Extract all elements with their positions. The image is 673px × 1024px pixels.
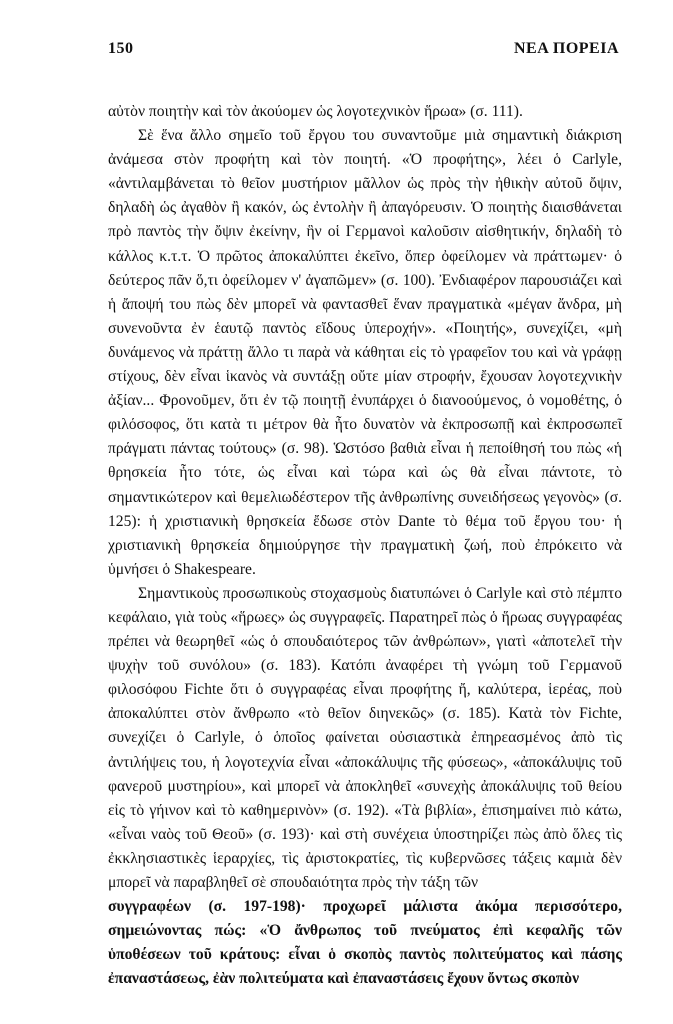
body-text (108, 100, 622, 991)
paragraph-2: Σὲ ἕνα ἄλλο σημεῖο τοῦ ἔργου του συναντοῦμε μιὰ σημαντικὴ διάκριση ἀνάμεσα στὸν προφήτη καὶ τὸν ποιητή. «Ὁ προφήτης», λέει ὁ Carlyle, «ἀντιλαμβάνεται τὸ θεῖον μυστήριον μᾶλλον ὡς πρὸς τὴν ἠθικὴν αὐτοῦ ὄψιν, δηλαδὴ ὡς ἀγαθὸν ἢ κακόν, ὡς ἐντολὴν ἢ ἀπαγόρευσιν. Ὁ ποιητὴς διαισθάνεται πρὸ παντὸς τὴν ὄψιν ἐκείνην, ἣν οἱ Γερμανοὶ καλοῦσιν αἰσθητικήν, δηλαδὴ τὸ κάλλος κ.τ.τ. Ὁ πρῶτος ἀποκαλύπτει ἐκεῖνο, ὅπερ ὀφείλομεν νὰ πράττωμεν· ὁ δεύτερος πᾶν ὅ,τι ὀφείλομεν ν' ἀγαπῶμεν» (σ. 100). Ἐνδιαφέρον παρουσιάζει καὶ ἡ ἄποψή του πὼς δὲν μπορεῖ νὰ φαντασθεῖ ἕναν πραγματικὰ «μέγαν ἄνδρα, μὴ συνενοῦντα ἐν ἑαυτῷ παντὸς εἴδους ὑπεροχήν». «Ποιητής», συνεχίζει, «μὴ δυνάμενος νὰ πράττῃ ἄλλο τι παρὰ νὰ κάθηται εἰς τὸ γραφεῖον του καὶ νὰ γράφῃ στίχους, δὲν εἶναι ἱκανὸς νὰ συντάξῃ οὔτε μίαν στροφήν, ἔχουσαν λογοτεχνικὴν ἀξίαν... Φρονοῦμεν, ὅτι ἐν τῷ ποιητῇ ἐνυπάρχει ὁ διανοούμενος, ὁ νομοθέτης, ὁ φιλόσοφος, ὅτι κατὰ τι μέτρον θὰ ἦτο δυνατὸν νὰ ἐκπροσωπῇ καὶ ἐκπροσωπεῖ πράγματι πάντας τούτους» (σ. 98). Ὡστόσο βαθιὰ εἶναι ἡ πεποίθησή του πὼς «ἡ θρησκεία ἦτο τότε, ὡς εἶναι καὶ τώρα καὶ ὡς θὰ εἶναι πάντοτε, τὸ σημαντικώτερον καὶ θεμελιωδέστερον τῆς ἀνθρωπίνης συνειδήσεως γεγονὸς» (σ. 125): ἡ χριστιανικὴ θρησκεία ἔδωσε στὸν Dante τὸ θέμα τοῦ ἔργου του· ἡ χριστιανικὴ θρησκεία δημιούργησε τὴν πραγματικὴ ζωή, ποὺ ἐπρόκειτο νὰ ὑμνήσει ὁ Shakespeare. (108, 127, 622, 578)
page-header (108, 40, 619, 58)
paragraph-3: Σημαντικοὺς προσωπικοὺς στοχασμοὺς διατυπώνει ὁ Carlyle καὶ στὸ πέμπτο κεφάλαιο, γιὰ τοὺς «ἥρωες» ὡς συγγραφεῖς. Παρατηρεῖ πὼς ὁ ἥρωας συγγραφέας πρέπει νὰ θεωρηθεῖ «ὡς ὁ σπουδαιότερος τῶν ἀνθρώπων», γιατὶ «ἀποτελεῖ τὴν ψυχὴν τοῦ συνόλου» (σ. 183). Κατόπι ἀναφέρει τὴ γνώμη τοῦ Γερμανοῦ φιλοσόφου Fichte ὅτι ὁ συγγραφέας εἶναι προφήτης ἤ, καλύτερα, ἱερέας, ποὺ ἀποκαλύπτει στὸν ἄνθρωπο «τὸ θεῖον διηνεκῶς» (σ. 185). Κατὰ τὸν Fichte, συνεχίζει ὁ Carlyle, ὁ ὁποῖος φαίνεται οὐσιαστικὰ ἐπηρεασμένος ἀπὸ τὶς ἀντιλήψεις του, ἡ λογοτεχνία εἶναι «ἀποκάλυψις τῆς φύσεως», «ἀποκάλυψις τοῦ φανεροῦ μυστηρίου», καὶ μπορεῖ νὰ ἀποκληθεῖ «συνεχὴς ἀποκάλυψις τοῦ θείου εἰς τὸ γήινον καὶ τὸ καθημερινὸν» (σ. 192). «Τὰ βιβλία», ἐπισημαίνει πιὸ κάτω, «εἶναι ναὸς τοῦ Θεοῦ» (σ. 193)· καὶ στὴ συνέχεια ὑποστηρίζει πὼς ἀπὸ ὅλες τὶς ἐκκλησιαστικὲς ἱεραρχίες, τὶς ἀριστοκρατίες, τὶς κυβερνῶσες τάξεις καμιὰ δὲν μπορεῖ νὰ παραβληθεῖ σὲ σπουδαιότητα πρὸς τὴν τάξη τῶν (108, 584, 622, 891)
paragraph-4: συγγραφέων (σ. 197-198)· προχωρεῖ μάλιστα ἀκόμα περισσότερο, σημειώνοντας πώς: «Ὁ ἄνθρωπος τοῦ πνεύματος ἐπὶ κεφαλῆς τῶν ὑποθέσεων τοῦ κράτους: εἶναι ὁ σκοπὸς παντὸς πολιτεύματος καὶ πάσης ἐπαναστάσεως, ἐὰν πολιτεύματα καὶ ἐπαναστάσεις ἔχουν ὄντως σκοπὸν (108, 898, 622, 988)
running-title: ΝΕΑ ΠΟΡΕΙΑ (513, 40, 619, 57)
page-number: 150 (108, 40, 134, 57)
paragraph-1: αὐτὸν ποιητὴν καὶ τὸν ἀκούομεν ὡς λογοτεχνικὸν ἥρωα» (σ. 111). (108, 103, 523, 120)
